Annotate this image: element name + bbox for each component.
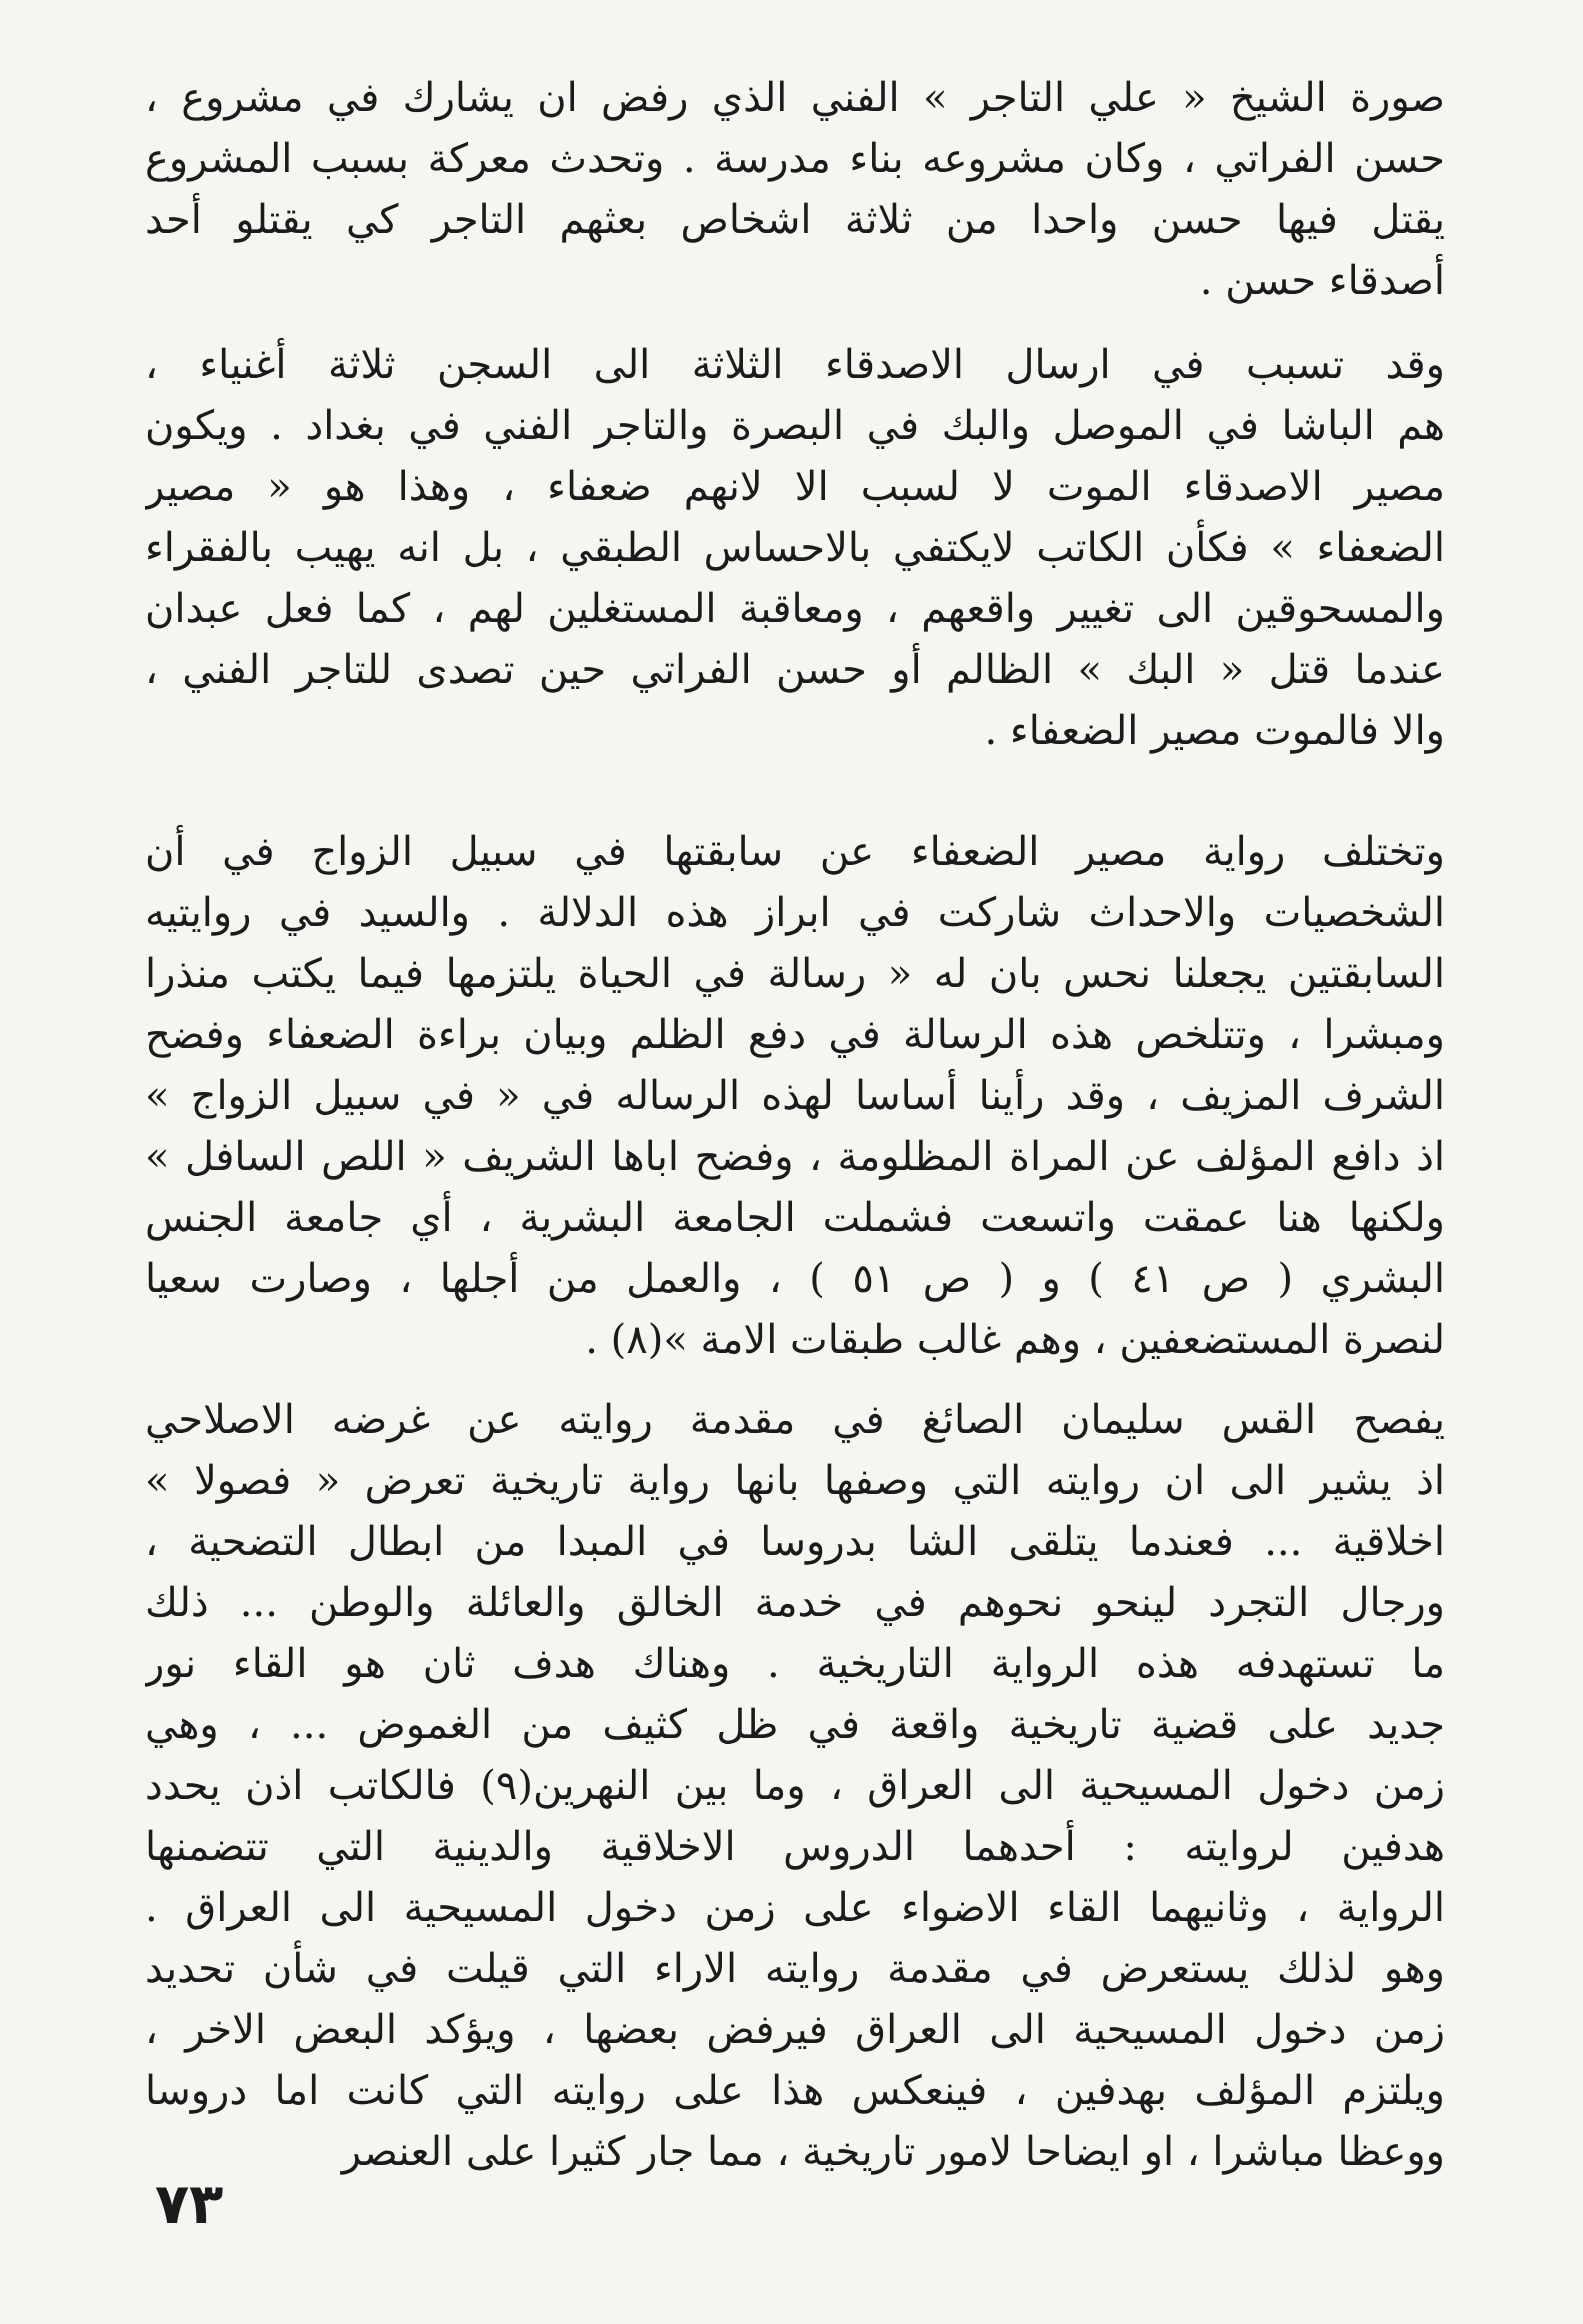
text-line: عندما قتل « البك » الظالم أو حسن الفراتي حين تصدى للتاجر الفني ، bbox=[145, 647, 1445, 693]
text-line: السابقتين يجعلنا نحس بان له « رسالة في الحياة يلتزمها فيما يكتب منذرا bbox=[145, 951, 1445, 997]
text-line: جديد على قضية تاريخية واقعة في ظل كثيف من الغموض ... ، وهي bbox=[145, 1702, 1445, 1748]
text-line: وهو لذلك يستعرض في مقدمة روايته الاراء التي قيلت في شأن تحديد bbox=[145, 1946, 1445, 1992]
paragraph-4 bbox=[145, 1390, 1445, 2183]
text-line: ووعظا مباشرا ، او ايضاحا لامور تاريخية ، مما جار كثيرا على العنصر bbox=[341, 2129, 1445, 2175]
text-line: حسن الفراتي ، وكان مشروعه بناء مدرسة . وتحدث معركة بسبب المشروع bbox=[145, 136, 1445, 182]
text-line: زمن دخول المسيحية الى العراق ، وما بين النهرين(٩) فالكاتب اذن يحدد bbox=[145, 1763, 1445, 1809]
text-line: والا فالموت مصير الضعفاء . bbox=[984, 708, 1445, 754]
text-line: يقتل فيها حسن واحدا من ثلاثة اشخاص بعثهم التاجر كي يقتلو أحد bbox=[145, 197, 1445, 243]
text-line: ويلتزم المؤلف بهدفين ، فينعكس هذا على روايته التي كانت اما دروسا bbox=[145, 2068, 1445, 2114]
text-line: الشرف المزيف ، وقد رأينا أساسا لهذه الرساله في « في سبيل الزواج » bbox=[145, 1073, 1445, 1119]
paragraph-2 bbox=[145, 335, 1445, 762]
text-line: الشخصيات والاحداث شاركت في ابراز هذه الدلالة . والسيد في روايتيه bbox=[145, 890, 1445, 936]
text-line: هم الباشا في الموصل والبك في البصرة والتاجر الفني في بغداد . ويكون bbox=[145, 403, 1445, 449]
text-line: ورجال التجرد لينحو نحوهم في خدمة الخالق والعائلة والوطن ... ذلك bbox=[145, 1580, 1445, 1626]
text-line: الرواية ، وثانيهما القاء الاضواء على زمن دخول المسيحية الى العراق . bbox=[145, 1885, 1445, 1931]
text-line: البشري ( ص ٤١ ) و ( ص ٥١ ) ، والعمل من أجلها ، وصارت سعيا bbox=[145, 1256, 1445, 1302]
text-line: ولكنها هنا عمقت واتسعت فشملت الجامعة البشرية ، أي جامعة الجنس bbox=[145, 1195, 1445, 1241]
text-line: يفصح القس سليمان الصائغ في مقدمة روايته عن غرضه الاصلاحي bbox=[145, 1397, 1445, 1443]
text-line: ومبشرا ، وتتلخص هذه الرسالة في دفع الظلم وبيان براءة الضعفاء وفضح bbox=[145, 1012, 1445, 1058]
text-line: لنصرة المستضعفين ، وهم غالب طبقات الامة »(٨) . bbox=[585, 1317, 1445, 1363]
paragraph-3 bbox=[145, 822, 1445, 1371]
text-line: اخلاقية ... فعندما يتلقى الشا بدروسا في المبدا من ابطال التضحية ، bbox=[145, 1519, 1445, 1565]
text-line: الضعفاء » فكأن الكاتب لايكتفي بالاحساس الطبقي ، بل انه يهيب بالفقراء bbox=[145, 525, 1445, 571]
text-line: وتختلف رواية مصير الضعفاء عن سابقتها في سبيل الزواج في أن bbox=[145, 829, 1445, 875]
text-line: اذ دافع المؤلف عن المراة المظلومة ، وفضح اباها الشريف « اللص السافل » bbox=[145, 1134, 1445, 1180]
text-line: وقد تسبب في ارسال الاصدقاء الثلاثة الى السجن ثلاثة أغنياء ، bbox=[145, 342, 1445, 388]
text-line: مصير الاصدقاء الموت لا لسبب الا لانهم ضعفاء ، وهذا هو « مصير bbox=[145, 464, 1445, 510]
paragraph-1 bbox=[145, 68, 1445, 312]
text-line: أصدقاء حسن . bbox=[1199, 258, 1445, 304]
text-line: زمن دخول المسيحية الى العراق فيرفض بعضها ، ويؤكد البعض الاخر ، bbox=[145, 2007, 1445, 2053]
text-line: اذ يشير الى ان روايته التي وصفها بانها رواية تاريخية تعرض « فصولا » bbox=[145, 1458, 1445, 1504]
text-line: هدفين لروايته : أحدهما الدروس الاخلاقية والدينية التي تتضمنها bbox=[145, 1824, 1445, 1870]
page-number: ٧٣ bbox=[155, 2172, 224, 2237]
text-line: ما تستهدفه هذه الرواية التاريخية . وهناك هدف ثان هو القاء نور bbox=[145, 1641, 1445, 1687]
text-line: والمسحوقين الى تغيير واقعهم ، ومعاقبة المستغلين لهم ، كما فعل عبدان bbox=[145, 586, 1445, 632]
text-line: صورة الشيخ « علي التاجر » الفني الذي رفض ان يشارك في مشروع ، bbox=[145, 75, 1445, 121]
